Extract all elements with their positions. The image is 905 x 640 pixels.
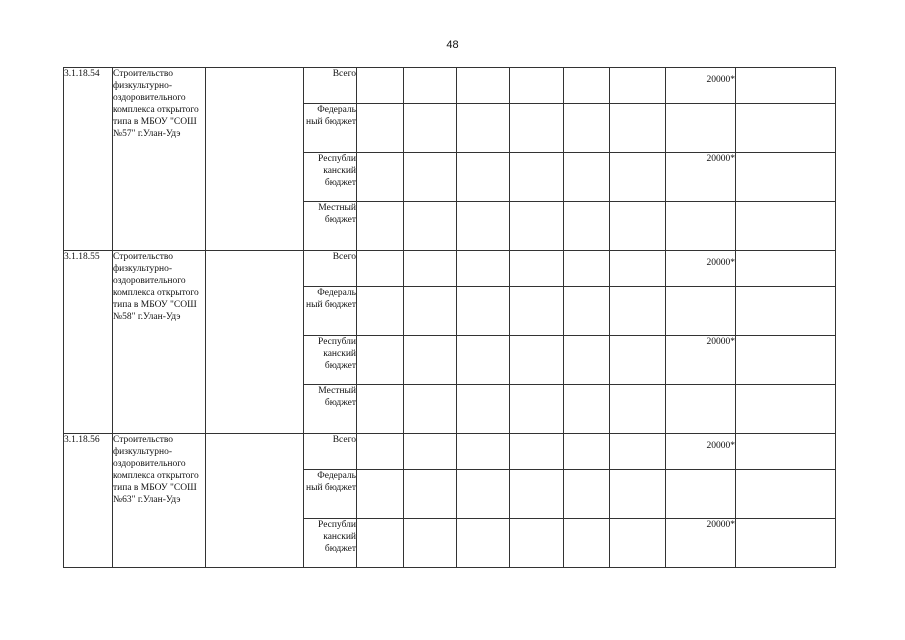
empty-cell [206,434,304,568]
table-row [64,68,836,104]
source-total: Всего [304,434,357,470]
item-code: 3.1.18.54 [64,68,113,251]
source-republic: Республи канский бюджет [304,153,357,202]
value-total: 20000* [666,68,736,104]
value-republic: 20000* [666,153,736,202]
source-federal: Федераль ный бюджет [304,104,357,153]
source-local: Местный бюджет [304,385,357,434]
funding-table [63,67,836,568]
table-row [64,434,836,470]
value-federal [666,287,736,336]
value-local [666,202,736,251]
item-name: Строительство физкультурно-оздоровительного комплекса открытого типа в МБОУ "СОШ №58" г.Улан-Удэ [113,251,206,434]
value-republic: 20000* [666,336,736,385]
value-total: 20000* [666,434,736,470]
table-row [64,251,836,287]
empty-cell [206,68,304,251]
source-total: Всего [304,251,357,287]
source-republic: Республи канский бюджет [304,336,357,385]
source-total: Всего [304,68,357,104]
source-federal: Федераль ный бюджет [304,470,357,519]
page-number: 48 [446,39,459,51]
item-name: Строительство физкультурно-оздоровительного комплекса открытого типа в МБОУ "СОШ №57" г.Улан-Удэ [113,68,206,251]
item-code: 3.1.18.55 [64,251,113,434]
value-federal [666,470,736,519]
source-republic: Республи канский бюджет [304,519,357,568]
source-local: Местный бюджет [304,202,357,251]
source-federal: Федераль ный бюджет [304,287,357,336]
value-federal [666,104,736,153]
value-republic: 20000* [666,519,736,568]
item-code: 3.1.18.56 [64,434,113,568]
item-name: Строительство физкультурно-оздоровительного комплекса открытого типа в МБОУ "СОШ №63" г.Улан-Удэ [113,434,206,568]
empty-cell [206,251,304,434]
value-local [666,385,736,434]
value-total: 20000* [666,251,736,287]
